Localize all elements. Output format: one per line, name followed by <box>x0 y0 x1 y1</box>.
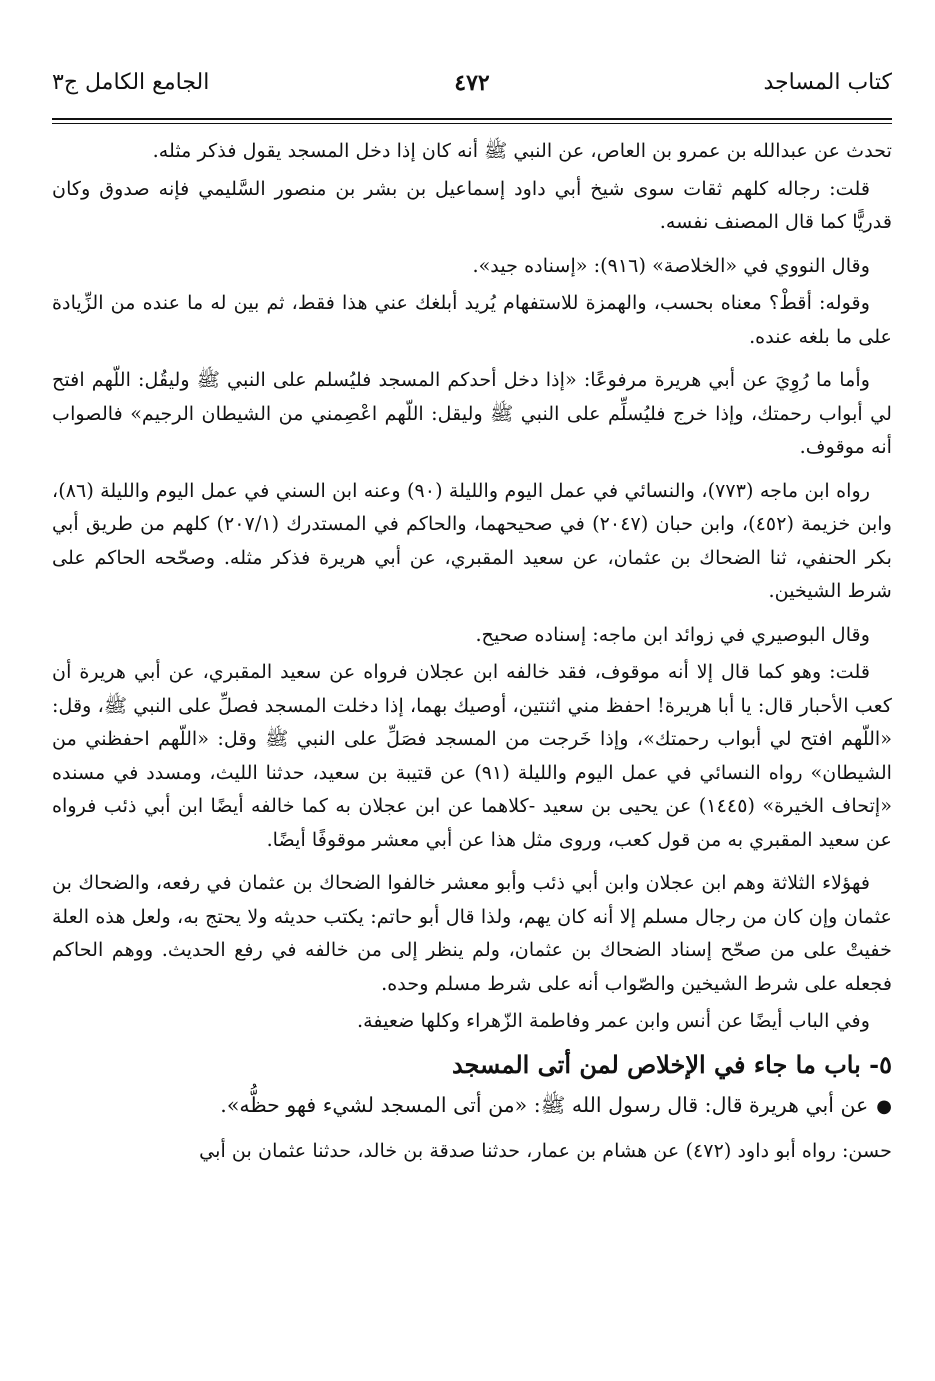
bullet-icon: ● <box>876 1096 892 1117</box>
paragraph: تحدث عن عبدالله بن عمرو بن العاص، عن النبي ﷺ أنه كان إذا دخل المسجد يقول فذكر مثله. <box>152 139 892 162</box>
section-heading: ٥- باب ما جاء في الإخلاص لمن أتى المسجد <box>451 1049 892 1079</box>
paragraph: وقوله: أقطْ؟ معناه بحسب، والهمزة للاستفهام يُريد أبلغك عني هذا فقط، ثم بين له ما عنده من الزِّيادة على ما بلغه عنده. <box>52 291 892 348</box>
paragraph: وقال البوصيري في زوائد ابن ماجه: إسناده صحيح. <box>475 622 870 646</box>
hadith-line <box>52 1089 892 1124</box>
book-title: الجامع الكامل ج٣ <box>52 70 210 95</box>
hadith-text: عن أبي هريرة قال: قال رسول الله ﷺ: «من أتى المسجد لشيء فهو حظُّه». <box>220 1093 869 1117</box>
page-number: ٤٧٢ <box>454 70 490 96</box>
paragraph: رواه ابن ماجه (٧٧٣)، والنسائي في عمل اليوم والليلة (٩٠) وعنه ابن السني في عمل اليوم والليلة (٨٦)، وابن خزيمة (٤٥٢)، وابن حبان (٢٠٤٧) في صحيحهما، والحاكم في المستدرك (٢٠٧/١) كلهم من طريق أبي بكر الحنفي، ثنا الضحاك بن عثمان، عن سعيد المقبري، عن أبي هريرة فذكر مثله. وصحّحه الحاكم على شرط الشيخين. <box>52 478 892 602</box>
paragraph: وفي الباب أيضًا عن أنس وابن عمر وفاطمة الزّهراء وكلها ضعيفة. <box>357 1009 870 1032</box>
page-header <box>52 60 892 100</box>
paragraph: حسن: رواه أبو داود (٤٧٢) عن هشام بن عمار، حدثنا صدقة بن خالد، حدثنا عثمان بن أبي <box>199 1138 892 1162</box>
header-rule-thin <box>52 123 892 124</box>
page-body <box>52 134 892 1167</box>
book-page <box>52 60 892 1177</box>
paragraph: فهؤلاء الثلاثة وهم ابن عجلان وابن أبي ذئب وأبو معشر خالفوا الضحاك بن عثمان في رفعه، والضحاك بن عثمان وإن كان من رجال مسلم إلا أنه كان يهم، ولذا قال أبو حاتم: يكتب حديثه ولا يحتج به، ولعل هذه العلة خفيتْ على من صحّح إسناد الضحاك بن عثمان، ولم ينظر إلى من خالفه في رفع الحديث. ووهم الحاكم فجعله على شرط الشيخين والصّواب أنه على شرط مسلم وحده. <box>52 871 892 995</box>
paragraph: وأما ما رُوِيَ عن أبي هريرة مرفوعًا: «إذا دخل أحدكم المسجد فليُسلم على النبي ﷺ وليقُل: اللّهم افتح لي أبواب رحمتك، وإذا خرج فليُسلِّم على النبي ﷺ وليقل: اللّهم اعْصِمني من الشيطان الرجيم» فالصواب أنه موقوف. <box>52 368 892 458</box>
paragraph: قلت: وهو كما قال إلا أنه موقوف، فقد خالفه ابن عجلان فرواه عن سعيد المقبري، عن أبي هريرة أن كعب الأحبار قال: يا أبا هريرة! احفظ مني اثنتين، أوصيك بهما، إذا دخلت المسجد فصلِّ على النبي ﷺ، وقل: «اللّهم افتح لي أبواب رحمتك»، وإذا خَرجت من المسجد فصَلِّ على النبي ﷺ وقل: «اللّهم احفظني من الشيطان» رواه النسائي في عمل اليوم والليلة (٩١) عن قتيبة بن سعيد، حدثنا الليث، ومسدد في مسنده «إتحاف الخيرة» (١٤٤٥) عن يحيى بن سعيد -كلاهما عن ابن عجلان به كما خالفه أيضًا ابن أبي ذئب فرواه عن سعيد المقبري به من قول كعب، وروى مثل هذا عن أبي معشر موقوفًا أيضًا. <box>52 660 893 851</box>
header-rule-thick <box>52 118 892 120</box>
paragraph: قلت: رجاله كلهم ثقات سوى شيخ أبي داود إسماعيل بن بشر بن منصور السَّليمي فإنه صدوق وكان قدريًّا كما قال المصنف نفسه. <box>52 176 892 233</box>
chapter-title: كتاب المساجد <box>763 70 892 95</box>
paragraph: وقال النووي في «الخلاصة» (٩١٦): «إسناده جيد». <box>472 253 870 277</box>
